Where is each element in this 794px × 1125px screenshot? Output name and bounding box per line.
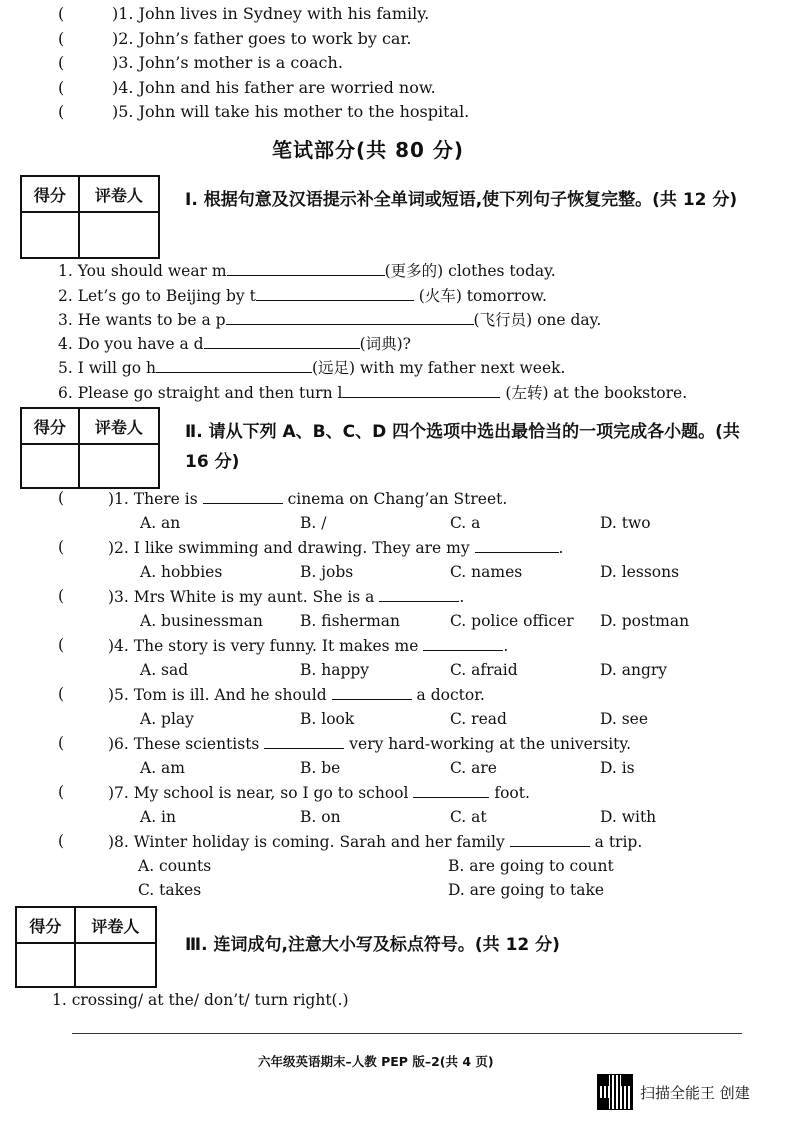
grader-label: 评卷人	[80, 177, 158, 213]
option[interactable]: C. a	[450, 514, 481, 532]
mc-question: (	[58, 587, 65, 605]
option[interactable]: D. two	[600, 514, 651, 532]
option[interactable]: A. am	[140, 759, 185, 777]
option[interactable]: A. counts	[138, 857, 212, 875]
option[interactable]: B. be	[300, 759, 341, 777]
scanner-watermark: 扫描全能王 创建	[640, 1084, 750, 1102]
score-label: 得分	[22, 177, 80, 213]
score-label: 得分	[17, 908, 76, 944]
mc-question-stem: )5. Tom is ill. And he should a doctor.	[108, 686, 485, 704]
option[interactable]: A. in	[140, 808, 176, 826]
option[interactable]: A. an	[140, 514, 181, 532]
mc-question: (	[58, 636, 65, 654]
grader-cell[interactable]	[76, 944, 155, 986]
mc-question: (	[58, 489, 65, 507]
option[interactable]: A. play	[140, 710, 194, 728]
fill-item: 4. Do you have a d (词典)?	[58, 335, 411, 353]
tf-item: ( )2. John’s father goes to work by car.	[58, 29, 412, 48]
option[interactable]: C. afraid	[450, 661, 518, 679]
section-3-heading: Ⅲ. 连词成句,注意大小写及标点符号。(共 12 分)	[185, 935, 560, 955]
option[interactable]: A. hobbies	[140, 563, 223, 581]
tf-item: ( )5. John will take his mother to the hospital.	[58, 102, 470, 121]
answer-blank[interactable]	[256, 286, 414, 301]
grader-label: 评卷人	[80, 409, 158, 445]
footer-divider	[72, 1033, 742, 1034]
option[interactable]: C. read	[450, 710, 507, 728]
tf-item: ( )1. John lives in Sydney with his family.	[58, 4, 430, 23]
score-box	[20, 175, 160, 259]
answer-blank[interactable]	[423, 636, 503, 651]
fill-item: 5. I will go h (远足) with my father next week.	[58, 359, 566, 377]
grader-cell[interactable]	[80, 213, 158, 257]
mc-question-stem: )1. There is cinema on Chang’an Street.	[108, 490, 508, 508]
option[interactable]: C. names	[450, 563, 523, 581]
score-label: 得分	[22, 409, 80, 445]
score-box	[20, 407, 160, 489]
qr-code-icon	[597, 1074, 633, 1110]
fill-item: 3. He wants to be a p (飞行员) one day.	[58, 311, 602, 329]
option[interactable]: D. postman	[600, 612, 690, 630]
option[interactable]: B. on	[300, 808, 341, 826]
answer-blank[interactable]	[379, 587, 459, 602]
answer-blank[interactable]	[413, 783, 489, 798]
score-cell[interactable]	[17, 944, 76, 986]
answer-blank[interactable]	[510, 832, 590, 847]
tf-item: ( )4. John and his father are worried now.	[58, 78, 436, 97]
mc-question: (	[58, 832, 65, 850]
option[interactable]: C. police officer	[450, 612, 574, 630]
option[interactable]: B. jobs	[300, 563, 354, 581]
mc-question-stem: )7. My school is near, so I go to school foot.	[108, 784, 530, 802]
score-cell[interactable]	[22, 213, 80, 257]
option[interactable]: A. sad	[140, 661, 189, 679]
mc-question: (	[58, 685, 65, 703]
mc-question-stem: )8. Winter holiday is coming. Sarah and her family a trip.	[108, 833, 643, 851]
option[interactable]: D. with	[600, 808, 657, 826]
mc-question-stem: )6. These scientists very hard-working at the university.	[108, 735, 632, 753]
answer-blank[interactable]	[332, 685, 412, 700]
fill-item: 1. You should wear m (更多的) clothes today.	[58, 262, 556, 280]
option[interactable]: A. businessman	[140, 612, 263, 630]
score-cell[interactable]	[22, 445, 80, 487]
answer-blank[interactable]	[226, 310, 474, 325]
option[interactable]: C. at	[450, 808, 487, 826]
answer-blank[interactable]	[203, 489, 283, 504]
mc-question-stem: )3. Mrs White is my aunt. She is a .	[108, 588, 465, 606]
mc-question: (	[58, 783, 65, 801]
option[interactable]: D. is	[600, 759, 635, 777]
option[interactable]: D. are going to take	[448, 881, 605, 899]
fill-item: 2. Let’s go to Beijing by t (火车) tomorrow.	[58, 287, 547, 305]
tf-item: ( )3. John’s mother is a coach.	[58, 53, 343, 72]
answer-blank[interactable]	[264, 734, 344, 749]
answer-blank[interactable]	[475, 538, 559, 553]
grader-cell[interactable]	[80, 445, 158, 487]
option[interactable]: D. see	[600, 710, 649, 728]
option[interactable]: D. lessons	[600, 563, 680, 581]
word-order-item: 1. crossing/ at the/ don’t/ turn right(.)	[52, 991, 349, 1009]
mc-question-stem: )4. The story is very funny. It makes me .	[108, 637, 509, 655]
mc-question-stem: )2. I like swimming and drawing. They are my .	[108, 539, 564, 557]
page-footer: 六年级英语期末–人教 PEP 版–2(共 4 页)	[258, 1054, 494, 1069]
option[interactable]: C. are	[450, 759, 497, 777]
written-part-title: 笔试部分(共 80 分)	[272, 138, 465, 162]
score-box	[15, 906, 157, 988]
option[interactable]: B. /	[300, 514, 327, 532]
grader-label: 评卷人	[76, 908, 155, 944]
option[interactable]: C. takes	[138, 881, 202, 899]
section-2-heading: Ⅱ. 请从下列 A、B、C、D 四个选项中选出最恰当的一项完成各小题。(共 16 分)	[185, 422, 740, 472]
answer-blank[interactable]	[204, 334, 360, 349]
option[interactable]: B. happy	[300, 661, 370, 679]
mc-question: (	[58, 734, 65, 752]
answer-blank[interactable]	[156, 358, 312, 373]
section-1-heading: Ⅰ. 根据句意及汉语提示补全单词或短语,使下列句子恢复完整。(共 12 分)	[185, 190, 738, 210]
answer-blank[interactable]	[227, 261, 385, 276]
option[interactable]: B. look	[300, 710, 355, 728]
option[interactable]: D. angry	[600, 661, 668, 679]
fill-item: 6. Please go straight and then turn l (左转) at the bookstore.	[58, 384, 688, 402]
mc-question: (	[58, 538, 65, 556]
option[interactable]: B. are going to count	[448, 857, 614, 875]
answer-blank[interactable]	[342, 383, 500, 398]
option[interactable]: B. fisherman	[300, 612, 401, 630]
